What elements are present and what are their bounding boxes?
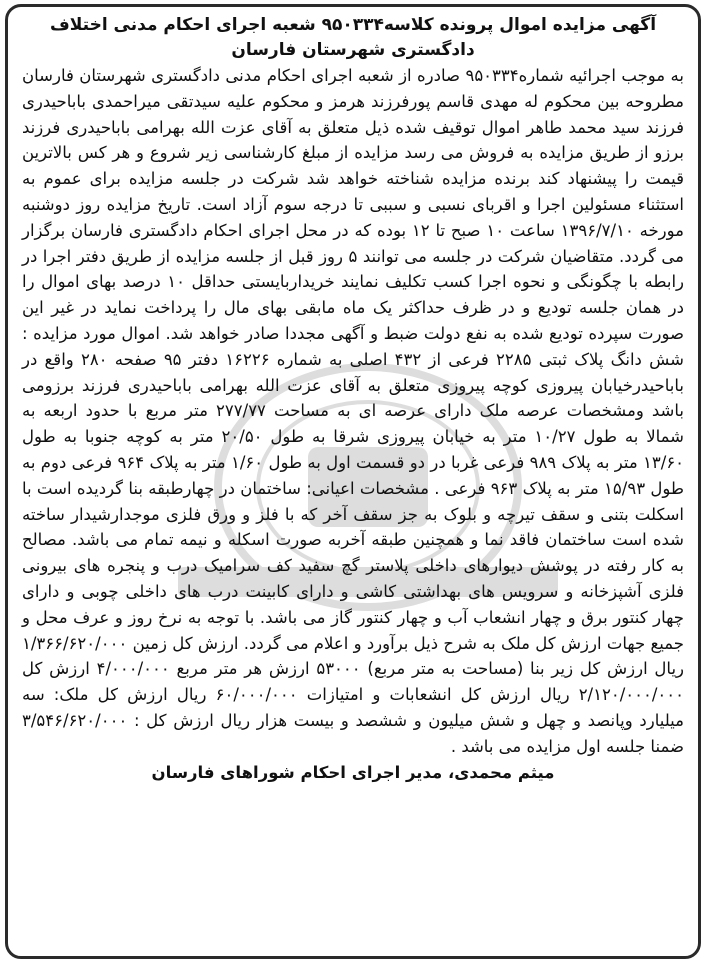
notice-title-line-2: دادگستری شهرستان فارسان	[231, 40, 475, 60]
notice-signature: میثم محمدی، مدیر اجرای احکام شوراهای فارسان	[151, 762, 555, 782]
notice-content	[8, 7, 698, 786]
notice-frame	[5, 4, 701, 959]
notice-body: به موجب اجرائیه شماره۹۵۰۳۳۴ صادره از شعبه اجرای احکام مدنی دادگستری شهرستان فارسان مطروحه بین محکوم له مهدی قاسم پورفرزند هرمز و محکوم علیه سیدتقی میراحمدی باباحیدری فرزند سید محمد طاهر اموال توقیف شده ذیل متعلق به آقای عزت الله بهرامی باباحیدری فرزند برزو از طریق مزایده به فروش می رسد مزایده از مبلغ کارشناسی زیر شروع و هر کس بالاترین قیمت را پیشنهاد کند برنده مزایده شناخته خواهد شد شرکت در جلسه مزایده برای عموم به استثناء مسئولین اجرا و اقربای نسبی و سببی تا درجه سوم آزاد است. تاریخ مزایده روز دوشنبه مورخه ۱۳۹۶/۷/۱۰ ساعت ۱۰ صبح تا ۱۲ بوده که در محل اجرای احکام دادگستری فارسان برگزار می گردد. متقاضیان شرکت در جلسه می توانند ۵ روز قبل از جلسه مزایده از طریق دفتر اجرا در رابطه با چگونگی و نحوه اجرا کسب تکلیف نمایند خریداربایستی حداقل ۱۰ درصد بهای اموال را در همان جلسه تودیع و در ظرف حداکثر یک ماه مابقی بهای مال را پرداخت نماید در غیر این صورت سپرده تودیع شده به نفع دولت ضبط و آگهی مجددا صادر خواهد شد. اموال مورد مزایده : شش دانگ پلاک ثبتی ۲۲۸۵ فرعی از ۴۳۲ اصلی به شماره ۱۶۲۲۶ دفتر ۹۵ صفحه ۲۸۰ واقع در باباحیدرخیابان پیروزی کوچه پیروزی متعلق به آقای عزت الله بهرامی باباحیدری فرزند برزومی باشد ومشخصات عرصه ملک دارای عرصه ای به مساحت ۲۷۷/۷۷ متر مربع با حدود اربعه به شمالا به طول ۱۰/۲۷ متر به خیابان پیروزی شرقا به طول ۲۰/۵۰ متر به کوچه جنوبا به طول ۱۳/۶۰ متر به پلاک ۹۸۹ فرعی غربا در دو قسمت اول به طول ۱/۶۰ متر به پلاک ۹۶۴ فرعی دوم به طول ۱۵/۹۳ متر به پلاک ۹۶۳ فرعی . مشخصات اعیانی: ساختمان در چهارطبقه بنا گردیده است با اسکلت بتنی و سقف تیرچه و بلوک به جز سقف آخر که با فلز و ورق فلزی موجدارشیدار ساخته شده است ساختمان فاقد نما و همچنین طبقه آخربه صورت اسکله و نیمه تمام می باشد. مصالح به کار رفته در پوشش دیوارهای داخلی پلاستر گچ سفید کف سرامیک درب و پنجره های بیرونی فلزی آشپزخانه و سرویس های بهداشتی کاشی و دارای کابینت درب های داخلی چوبی و دارای چهار کنتور برق و چهار انشعاب آب و چهار کنتور گاز می باشد. با توجه به نرخ روز و عرف محل و جمیع جهات ارزش کل ملک به شرح ذیل برآورد و اعلام می گردد. ارزش کل زمین ۱/۳۶۶/۶۲۰/۰۰۰ ریال ارزش کل زیر بنا (مساحت به متر مربع) ۵۳۰۰۰ ارزش هر متر مربع ۴/۰۰۰/۰۰۰ ارزش کل ۲/۱۲۰/۰۰۰/۰۰۰ ریال ارزش کل انشعابات و امتیازات ۶۰/۰۰۰/۰۰۰ ریال ارزش کل ملک: سه میلیارد وپانصد و چهل و شش میلیون و ششصد و بیست هزار ریال ارزش کل : ۳/۵۴۶/۶۲۰/۰۰۰ ضمنا جلسه اول مزایده می باشد .	[22, 66, 685, 756]
notice-title-line-1: آگهی مزایده اموال پرونده کلاسه۹۵۰۳۳۴ شعبه اجرای احکام مدنی اختلاف	[49, 15, 657, 35]
